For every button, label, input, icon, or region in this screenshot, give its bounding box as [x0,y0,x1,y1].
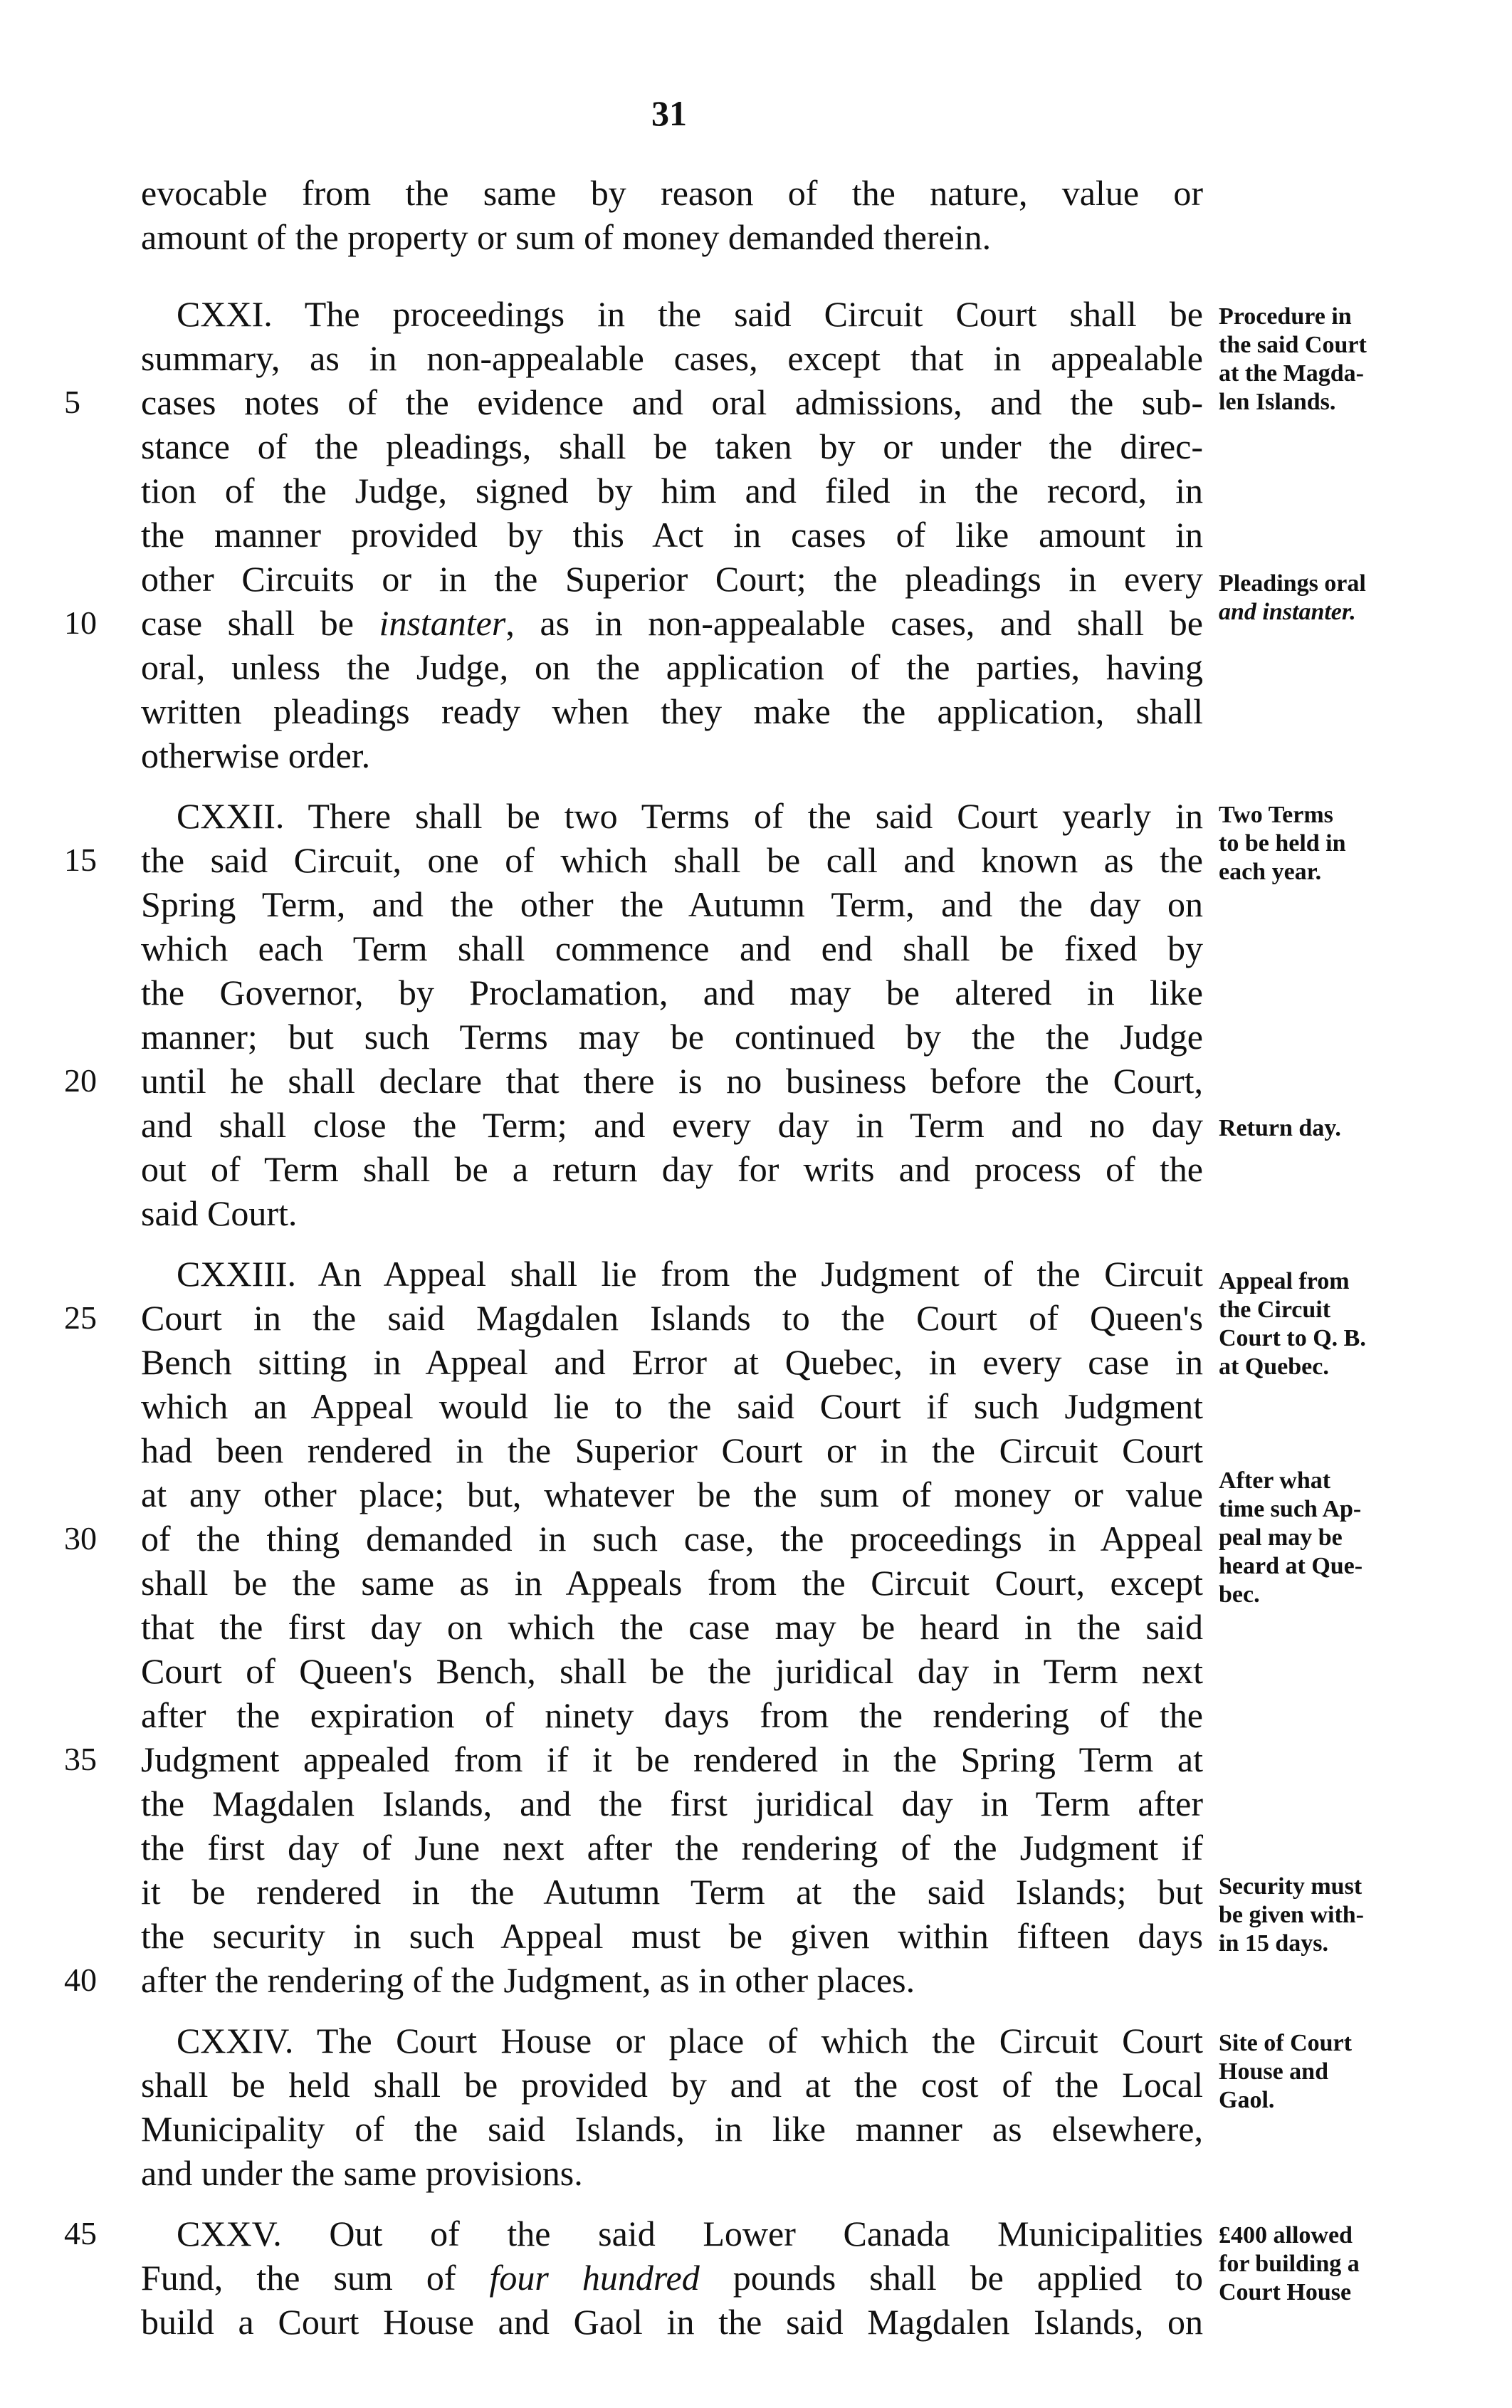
section-heading-line: CXXV. Out of the said Lower Canada Municipalities [177,2214,1203,2253]
marginal-note-pleadings: Pleadings oral and instanter. [1219,570,1366,625]
text-line: case shall be instanter, as in non-appealable cases, and shall be [141,603,1203,643]
marginal-note-security: Security must be given with- in 15 days. [1219,1873,1364,1957]
text-line: the manner provided by this Act in cases of like amount in [141,515,1203,555]
text-line: the Magdalen Islands, and the first juridical day in Term after [141,1784,1203,1823]
text-line: manner; but such Terms may be continued by the the Judge [141,1017,1203,1057]
text-line: oral, unless the Judge, on the application of the parties, having [141,647,1203,687]
marginal-note-procedure: Procedure in the said Court at the Magda- len Islands. [1219,303,1367,415]
text-line: the first day of June next after the rendering of the Judgment if [141,1828,1203,1868]
line-number: 15 [64,842,97,878]
text-line: and shall close the Term; and every day in Term and no day [141,1105,1203,1145]
text-line: cases notes of the evidence and oral admissions, and the sub- [141,382,1203,422]
text-line: Court of Queen's Bench, shall be the juridical day in Term next [141,1651,1203,1691]
text-line: which an Appeal would lie to the said Court if such Judgment [141,1386,1203,1426]
line-number: 25 [64,1299,97,1336]
text-line: the said Circuit, one of which shall be call and known as the [141,840,1203,880]
section-heading-line: CXXIV. The Court House or place of which the Circuit Court [177,2021,1203,2061]
marginal-note-court-house: Site of Court House and Gaol. [1219,2030,1352,2113]
text-line: tion of the Judge, signed by him and filed in the record, in [141,471,1203,511]
marginal-note-appeal-time: After what time such Ap- peal may be heard at Que- bec. [1219,1467,1363,1608]
section-heading-line: CXXI. The proceedings in the said Circuit Court shall be [177,294,1203,334]
text-line: amount of the property or sum of money demanded therein. [141,217,992,257]
text-line: written pleadings ready when they make the application, shall [141,691,1203,731]
text-line: otherwise order. [141,736,371,775]
section-heading-line: CXXII. There shall be two Terms of the said Court yearly in [177,796,1203,836]
line-number: 35 [64,1741,97,1777]
text-line: the security in such Appeal must be given within fifteen days [141,1916,1203,1956]
text-line: shall be the same as in Appeals from the Circuit Court, except [141,1563,1203,1603]
text-line: of the thing demanded in such case, the proceedings in Appeal [141,1519,1203,1559]
text-line: other Circuits or in the Superior Court; the pleadings in every [141,559,1203,599]
text-line: and under the same provisions. [141,2153,583,2193]
text-line: Judgment appealed from if it be rendered in the Spring Term at [141,1739,1203,1779]
line-number: 20 [64,1062,97,1099]
section-heading-line: CXXIII. An Appeal shall lie from the Judgment of the Circuit [177,1254,1203,1294]
line-number: 40 [64,1962,97,1998]
text-line: which each Term shall commence and end shall be fixed by [141,928,1203,968]
text-line: said Court. [141,1193,298,1233]
text-line: evocable from the same by reason of the nature, value or [141,173,1203,213]
text-line: at any other place; but, whatever be the sum of money or value [141,1475,1203,1514]
text-line: after the rendering of the Judgment, as in other places. [141,1960,915,2000]
text-line: shall be held shall be provided by and at the cost of the Local [141,2065,1203,2105]
text-line: that the first day on which the case may be heard in the said [141,1607,1203,1647]
text-line: Spring Term, and the other the Autumn Term, and the day on [141,884,1203,924]
page-number: 31 [651,93,687,133]
text-line: Court in the said Magdalen Islands to the Court of Queen's [141,1298,1203,1338]
text-line: Fund, the sum of four hundred pounds shall be applied to [141,2258,1203,2298]
text-line: until he shall declare that there is no business before the Court, [141,1061,1203,1101]
text-line: the Governor, by Proclamation, and may be altered in like [141,973,1203,1012]
marginal-note-terms: Two Terms to be held in each year. [1219,802,1346,885]
line-number: 5 [64,384,80,420]
text-line: had been rendered in the Superior Court or in the Circuit Court [141,1430,1203,1470]
text-line: stance of the pleadings, shall be taken by or under the direc- [141,426,1203,466]
line-number: 10 [64,604,97,641]
marginal-note-allowance: £400 allowed for building a Court House [1219,2222,1360,2305]
text-line: Municipality of the said Islands, in like manner as elsewhere, [141,2109,1203,2149]
text-line: build a Court House and Gaol in the said Magdalen Islands, on [141,2302,1203,2342]
marginal-note-appeal: Appeal from the Circuit Court to Q. B. at Quebec. [1219,1268,1366,1380]
text-line: out of Term shall be a return day for writs and process of the [141,1149,1203,1189]
marginal-note-return-day: Return day. [1219,1115,1341,1141]
text-line: it be rendered in the Autumn Term at the said Islands; but [141,1872,1203,1912]
line-number: 45 [64,2215,97,2251]
text-line: summary, as in non-appealable cases, except that in appealable [141,338,1203,378]
text-line: Bench sitting in Appeal and Error at Quebec, in every case in [141,1342,1203,1382]
line-number: 30 [64,1520,97,1556]
text-line: after the expiration of ninety days from the rendering of the [141,1695,1203,1735]
